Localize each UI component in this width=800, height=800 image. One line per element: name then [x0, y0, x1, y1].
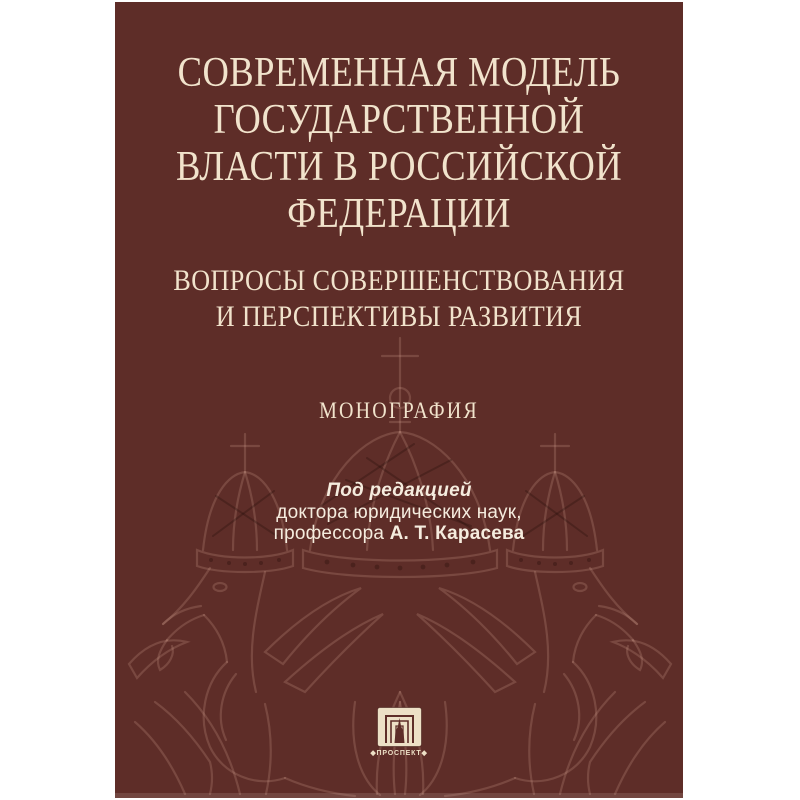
- publisher-name: ◆ПРОСПЕКТ◆: [370, 750, 428, 757]
- subtitle-line: И ПЕРСПЕКТИВЫ РАЗВИТИЯ: [215, 300, 583, 333]
- title-line: ФЕДЕРАЦИИ: [287, 191, 511, 237]
- prospekt-nested-gates-icon: [377, 707, 422, 747]
- editor-degree: доктора юридических наук,: [276, 501, 522, 523]
- book-subtitle: [115, 263, 683, 335]
- subtitle-line: ВОПРОСЫ СОВЕРШЕНСТВОВАНИЯ: [173, 264, 625, 297]
- editor-name: А. Т. Карасева: [389, 523, 525, 544]
- title-line: ГОСУДАРСТВЕННОЙ: [213, 97, 585, 143]
- title-line: СОВРЕМЕННАЯ МОДЕЛЬ: [177, 50, 621, 96]
- editor-credit: [115, 480, 683, 545]
- publication-type-label: МОНОГРАФИЯ: [319, 398, 479, 423]
- book-title: [115, 50, 683, 238]
- book-cover: [115, 2, 683, 798]
- title-line: ВЛАСТИ В РОССИЙСКОЙ: [175, 144, 623, 190]
- cover-bottom-edge: [115, 793, 683, 798]
- publisher-logo: [369, 707, 429, 757]
- editor-name-line: [115, 523, 683, 545]
- edited-by-label: Под редакцией: [326, 480, 472, 501]
- editor-title: профессора: [273, 523, 390, 544]
